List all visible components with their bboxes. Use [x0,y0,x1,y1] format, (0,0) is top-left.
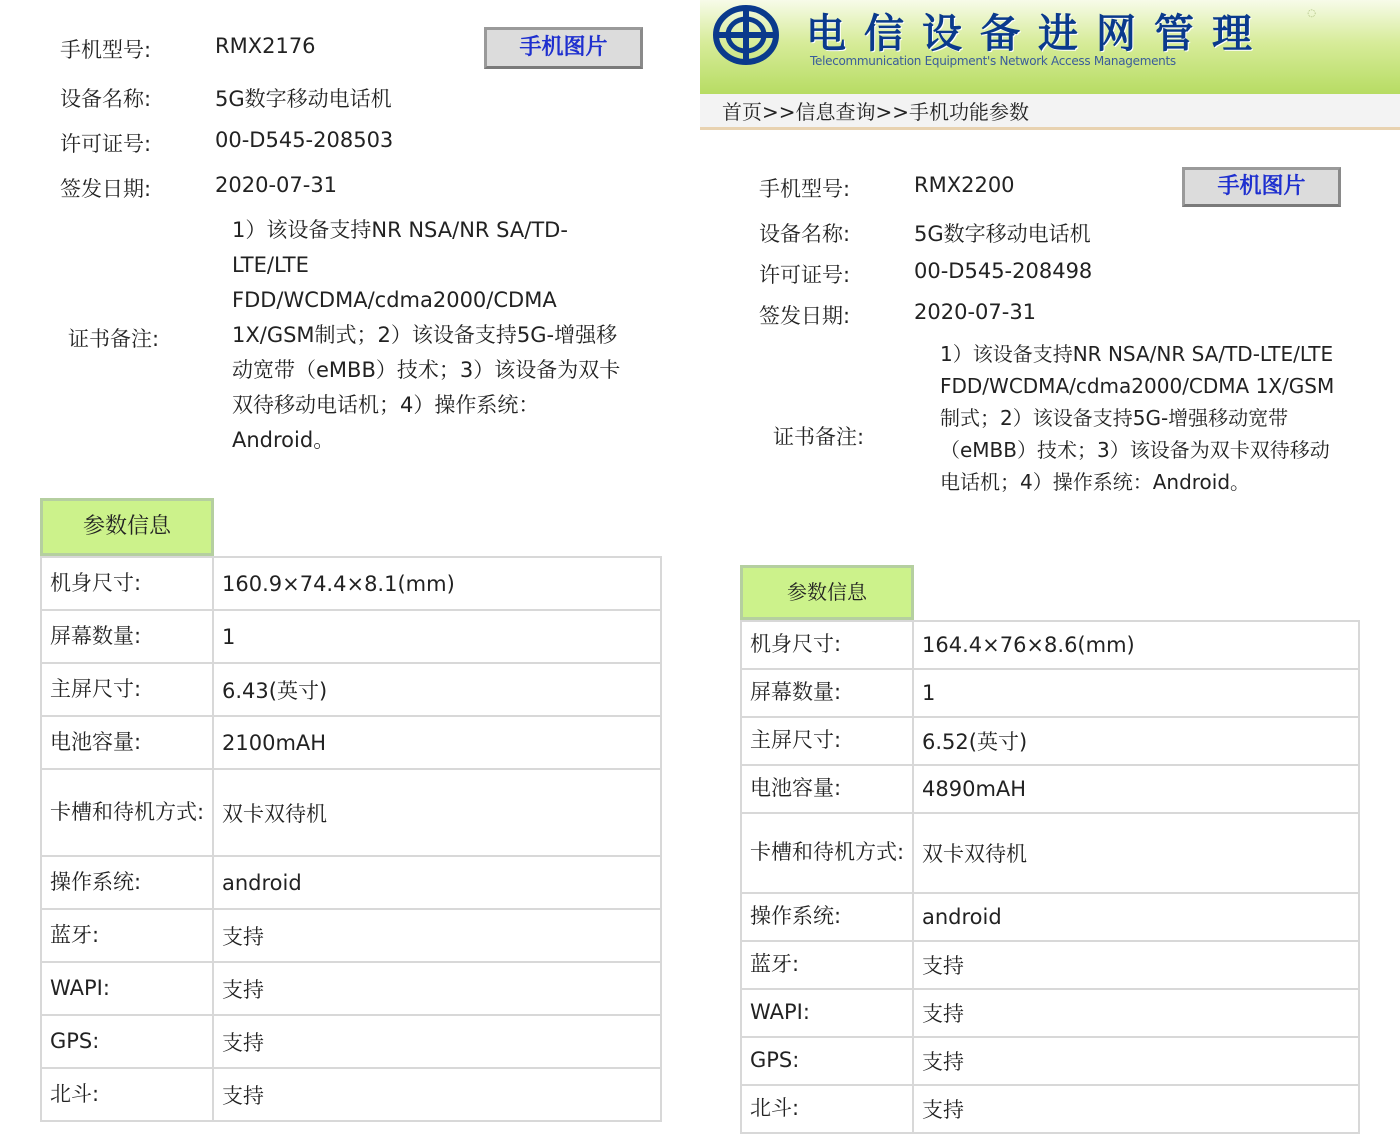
param-value: 164.4×76×8.6(mm) [913,621,1359,669]
table-row [741,621,1359,669]
model-label: 手机型号: [759,177,851,201]
params-table [740,620,1360,1134]
table-row [741,717,1359,765]
table-row [741,989,1359,1037]
params-tab[interactable]: 参数信息 [40,498,214,556]
param-label: 主屏尺寸: [41,663,213,716]
right-phone-record [700,0,1400,1139]
phone-photo-button[interactable]: 手机图片 [1182,167,1341,207]
param-value: 支持 [213,1015,661,1068]
table-row [41,909,661,962]
table-row [741,1037,1359,1085]
table-row [741,813,1359,893]
param-label: 蓝牙: [41,909,213,962]
param-value: 支持 [213,1068,661,1121]
remarks-label: 证书备注: [773,425,865,449]
table-row [741,1085,1359,1133]
param-value: 支持 [913,1085,1359,1133]
phone-photo-button[interactable]: 手机图片 [484,27,643,69]
param-value: 支持 [913,941,1359,989]
breadcrumb[interactable]: 首页>>信息查询>>手机功能参数 [700,94,1400,130]
param-label: 操作系统: [741,893,913,941]
issue-date-label: 签发日期: [60,177,152,201]
param-value: 6.43(英寸) [213,663,661,716]
param-label: 蓝牙: [741,941,913,989]
table-row [741,893,1359,941]
remarks-text: 1）该设备支持NR NSA/NR SA/TD-LTE/LTE FDD/WCDMA/cdma2000/CDMA 1X/GSM制式；2）该设备支持5G-增强移动宽带（eMBB）技术；3）该设备为双卡双待移动电话机；4）操作系统：Android。 [232,218,621,452]
network-access-logo-icon [712,4,780,66]
param-label: WAPI: [741,989,913,1037]
param-label: 卡槽和待机方式: [41,769,213,856]
table-row [41,1068,661,1121]
license-value: 00-D545-208503 [215,128,394,152]
table-row [741,765,1359,813]
device-name-label: 设备名称: [60,87,152,111]
param-label: 屏幕数量: [741,669,913,717]
params-tab[interactable]: 参数信息 [740,565,914,620]
param-value: 支持 [913,1037,1359,1085]
table-row [41,557,661,610]
issue-date-value: 2020-07-31 [215,173,338,197]
model-value: RMX2176 [215,34,316,58]
param-label: 机身尺寸: [41,557,213,610]
issue-date-value: 2020-07-31 [914,300,1037,324]
remarks-label: 证书备注: [68,327,160,351]
issue-date-label: 签发日期: [759,304,851,328]
param-label: WAPI: [41,962,213,1015]
banner-decoration-icon: ◌ [1307,8,1316,19]
param-label: 电池容量: [741,765,913,813]
param-value: 支持 [213,962,661,1015]
model-value: RMX2200 [914,173,1015,197]
device-name-label: 设备名称: [759,222,851,246]
param-label: GPS: [741,1037,913,1085]
param-label: 操作系统: [41,856,213,909]
param-value: android [913,893,1359,941]
param-value: 1 [913,669,1359,717]
param-value: 双卡双待机 [913,813,1359,893]
table-row [41,962,661,1015]
param-label: GPS: [41,1015,213,1068]
param-label: 主屏尺寸: [741,717,913,765]
param-value: 6.52(英寸) [913,717,1359,765]
device-name-value: 5G数字移动电话机 [215,87,392,111]
device-name-value: 5G数字移动电话机 [914,222,1091,246]
param-value: 支持 [213,909,661,962]
param-value: 支持 [913,989,1359,1037]
license-label: 许可证号: [759,263,851,287]
param-label: 卡槽和待机方式: [741,813,913,893]
remarks-text: 1）该设备支持NR NSA/NR SA/TD-LTE/LTE FDD/WCDMA/cdma2000/CDMA 1X/GSM制式；2）该设备支持5G-增强移动宽带（eMBB）技术；3）该设备为双卡双待移动电话机；4）操作系统：Android。 [940,342,1335,494]
license-value: 00-D545-208498 [914,259,1093,283]
param-value: 4890mAH [913,765,1359,813]
param-label: 电池容量: [41,716,213,769]
param-label: 机身尺寸: [741,621,913,669]
table-row [41,856,661,909]
params-table [40,556,662,1122]
table-row [741,669,1359,717]
table-row [41,663,661,716]
param-value: android [213,856,661,909]
table-row [41,769,661,856]
param-value: 1 [213,610,661,663]
table-row [741,941,1359,989]
param-value: 2100mAH [213,716,661,769]
table-row [41,610,661,663]
param-label: 北斗: [41,1068,213,1121]
model-label: 手机型号: [60,38,152,62]
table-row [41,716,661,769]
table-row [41,1015,661,1068]
banner-subtitle: Telecommunication Equipment's Network Access Managements [810,54,1176,68]
site-banner [700,0,1400,94]
banner-title: 电信设备进网管理 [806,10,1270,57]
param-value: 160.9×74.4×8.1(mm) [213,557,661,610]
license-label: 许可证号: [60,132,152,156]
param-value: 双卡双待机 [213,769,661,856]
param-label: 屏幕数量: [41,610,213,663]
param-label: 北斗: [741,1085,913,1133]
